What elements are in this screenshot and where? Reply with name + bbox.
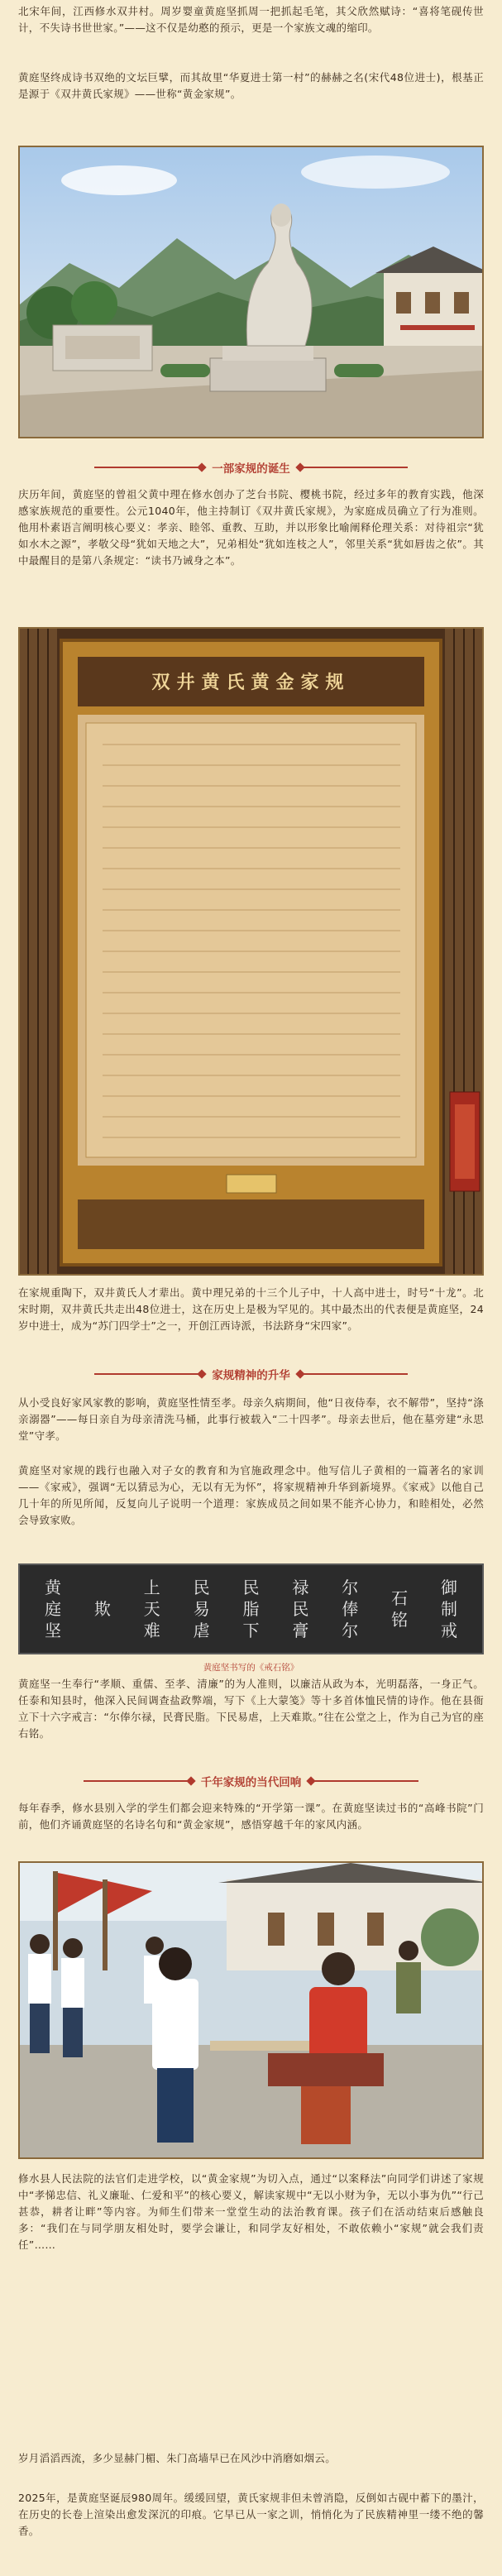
stele-character: 尔 xyxy=(342,1578,359,1597)
section-header-birth xyxy=(0,457,502,478)
stele-character: 石 xyxy=(391,1588,409,1608)
stele-character: 民 xyxy=(292,1599,309,1619)
header-ornament-right xyxy=(311,1780,418,1782)
paragraph-court-education: 修水县人民法院的法官们走进学校，以“黄金家规”为切入点，通过“以案释法”向同学们讲述了家规中“孝悌忠信、礼义廉耻、仁爱和平”的核心要义，解读家规中“无以小财为争，无以小事为仇”“行己甚恭，耕者让畔”等内容。为师生们带来一堂堂生动的法治教育课。孩子们在活动结束后感触良多：“我们在与同学朋友相处时，要学会谦让，和同学友好相处，不敢依赖小“家规”就会我们责任”…… xyxy=(18,2172,484,2251)
calligraphy-stele-photo xyxy=(18,1563,484,1654)
stele-character: 戒 xyxy=(440,1621,457,1640)
family-rules-plaque-photo xyxy=(18,627,484,1276)
stele-character: 下 xyxy=(242,1621,260,1640)
paragraph-family-precepts: 黄庭坚对家规的践行也融入对子女的教育和为官施政理念中。他写信儿子黄相的一篇著名的家训——《家戒》，强调“无以猜忌为心，无以有无为怀”，将家规精神升华到新境界。《家戒》以他自己几十年的所见所闻，反复向儿子说明一个道理：家族成员之间如果不能齐心协力，和睦相处，必然会导致家败。 xyxy=(18,1464,484,1526)
stele-character: 膏 xyxy=(292,1621,309,1640)
stele-character: 尔 xyxy=(342,1621,359,1640)
stele-character: 制 xyxy=(440,1599,457,1619)
intro-paragraph-1: 北宋年间，江西修水双井村。周岁婴童黄庭坚抓周一把抓起毛笔，其父欣然赋诗：“喜将笔砚传世计，不失诗书世世家。”——这不仅是幼憨的预示，更是一个家族文魂的缩印。 xyxy=(18,5,484,34)
paragraph-integrity: 黄庭坚一生奉行“孝顺、重儒、至孝、清廉”的为人准则，以廉洁从政为本，光明磊落，一身正气。任泰和知县时，他深入民间调查盐政弊端，写下《上大蒙笺》等十多首体恤民情的诗作。他在县衙立下十六字戒言：“尔俸尔禄，民膏民脂。下民易虐，上天难欺。”往在公堂之上，作为自己为官的座右铭。 xyxy=(18,1678,484,1740)
stele-character: 庭 xyxy=(44,1599,61,1619)
stele-character: 难 xyxy=(143,1621,160,1640)
stele-character: 御 xyxy=(440,1578,457,1597)
paragraph-talents: 在家规重陶下，双井黄氏人才辈出。黄中理兄弟的十三个儿子中，十人高中进士，时号“十龙”。北宋时期，双井黄氏共走出48位进士，这在历史上是极为罕见的。其中最杰出的代表便是黄庭坚，24岁中进士，成为“苏门四学士”之一，开创江西诗派，书法跻身“宋四家”。 xyxy=(18,1286,484,1332)
stele-character: 民 xyxy=(193,1578,210,1597)
paragraph-birth: 庆历年间，黄庭坚的曾祖父黄中理在修水创办了芝台书院、樱桃书院，经过多年的教育实践，他深感家族规范的重要性。公元1040年，他主持制订《双井黄氏家规》，为家庭成员确立了行为准则。他用朴素语言阐明核心要义：孝亲、睦邻、重教、互助，并以形象比喻阐释伦理关系：对待祖宗“犹如水木之源”，孝敬父母“犹如天地之大”，兄弟相处“犹如连枝之人”，邻里关系“犹如唇齿之依”。其中最醒目的是第八条规定：“读书乃诫身之本”。 xyxy=(18,488,484,567)
stele-column xyxy=(144,1577,160,1641)
section-title: 家规精神的升华 xyxy=(212,1369,290,1382)
stele-character: 黄 xyxy=(44,1578,61,1597)
stele-character: 民 xyxy=(242,1578,260,1597)
stele-column xyxy=(45,1577,61,1641)
calligraphy-caption: 黄庭坚书写的《戒石铭》 xyxy=(203,1663,299,1673)
stele-character: 禄 xyxy=(292,1578,309,1597)
header-ornament-right xyxy=(300,1373,408,1375)
stele-text xyxy=(20,1565,482,1653)
plaque-title: 双井黄氏黄金家规 xyxy=(151,672,351,693)
stele-character: 脂 xyxy=(242,1599,260,1619)
section-title: 一部家规的诞生 xyxy=(212,462,290,476)
stele-character: 坚 xyxy=(44,1621,61,1640)
stele-column xyxy=(342,1577,358,1641)
stele-column xyxy=(242,1577,259,1641)
section-title: 千年家规的当代回响 xyxy=(200,1776,302,1789)
stele-character: 俸 xyxy=(342,1599,359,1619)
stele-column xyxy=(292,1577,308,1641)
header-ornament-left xyxy=(84,1780,191,1782)
stele-character: 易 xyxy=(193,1599,210,1619)
statue-scene-image xyxy=(20,147,482,437)
paragraph-time-flows: 岁月滔滔西流，多少显赫门楣、朱门高墙早已在风沙中消磨如烟云。 xyxy=(18,2452,337,2464)
stele-character: 铭 xyxy=(391,1610,409,1630)
section-header-sublimation xyxy=(0,1363,502,1385)
section-header-echo xyxy=(0,1770,502,1792)
paragraph-first-lesson: 每年春季，修水县别入学的学生们都会迎来特殊的“开学第一课”。在黄庭坚读过书的“高峰书院”门前，他们齐诵黄庭坚的名诗名句和“黄金家规”，感悟穿越千年的家风内涵。 xyxy=(18,1802,484,1831)
header-ornament-left xyxy=(94,1373,202,1375)
paragraph-anniversary: 2025年，是黄庭坚诞辰980周年。缓缓回望，黄氏家规非但未曾消隐，反倒如古砚中蓄下的墨汁，在历史的长卷上渲染出愈发深沉的印痕。它早已从一家之训，悄悄化为了民族精神里一缕不绝的馨香。 xyxy=(18,2492,484,2537)
stele-character: 虐 xyxy=(193,1621,210,1640)
wooden-plaque-image xyxy=(20,629,482,1274)
stele-column xyxy=(391,1587,408,1630)
stele-character: 上 xyxy=(143,1578,160,1597)
stele-character: 欺 xyxy=(93,1599,111,1619)
statue-photo xyxy=(18,146,484,438)
students-ceremony-photo xyxy=(18,1861,484,2159)
intro-paragraph-2: 黄庭坚终成诗书双绝的文坛巨擘，而其故里“华夏进士第一村”的赫赫之名(宋代48位进士)，根基正是源于《双井黄氏家规》——世称“黄金家规”。 xyxy=(18,71,484,100)
stele-column xyxy=(94,1598,111,1620)
header-ornament-left xyxy=(94,467,202,468)
paragraph-filial-piety: 从小受良好家风家教的影响，黄庭坚性情至孝。母亲久病期间，他“日夜侍奉，衣不解带”，坚持“涤亲溺器”——每日亲自为母亲清洗马桶，此事行被载入“二十四孝”。母亲去世后，他在墓旁建“永思堂”守孝。 xyxy=(18,1396,484,1442)
stele-character: 天 xyxy=(143,1599,160,1619)
stele-column xyxy=(441,1577,457,1641)
header-ornament-right xyxy=(300,467,408,468)
students-scene-image xyxy=(20,1863,482,2157)
stele-column xyxy=(194,1577,210,1641)
